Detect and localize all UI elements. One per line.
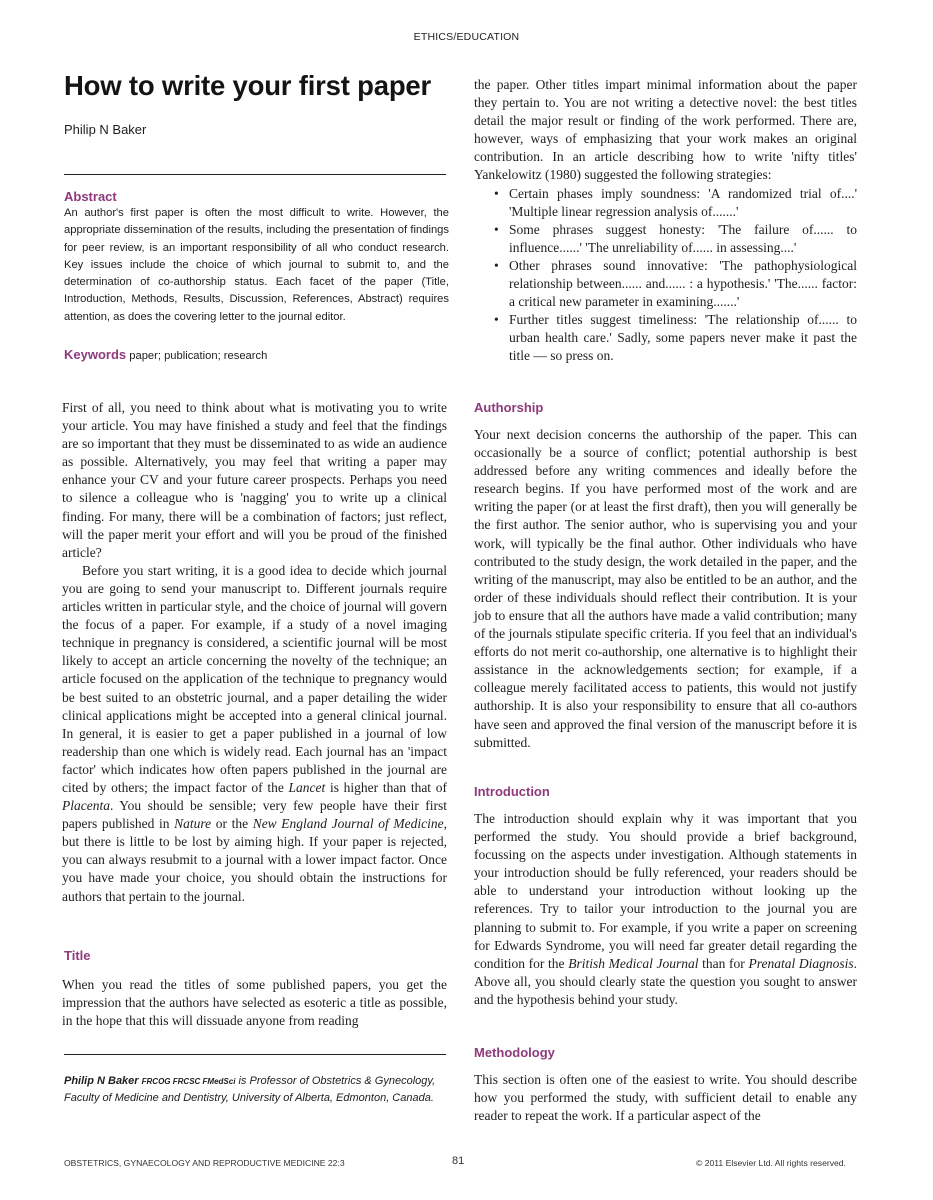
- paragraph: Before you start writing, it is a good idea to decide which journal you are going to send your manuscript to. Different journals require articles written in particular style, and the choice of journal will govern the focus of a paper. For example, if a study of a novel imaging technique in pregnancy is considered, a scientific journal will be most likely to accept an article concerning the novelty of the technique; an article focused on the application of the technique to pregnancy would be best suited to an obstetric journal, and a paper detailing the wider clinical applications might be accepted into a general clinical journal. In general, it is easier to get a paper published in a journal of low readership than one which is widely read. Each journal has an 'impact factor' which indicates how often papers published in the journal are cited by others; the impact factor of the Lancet is higher than that of Placenta. You should be sensible; very few people have their first papers published in Nature or the New England Journal of Medicine, but there is little to be lost by aiming high. If your paper is rejected, you can always resubmit to a journal with a lower impact factor. Once you have made your choice, you should obtain the instructions for authors that pertain to the journal.: [62, 562, 448, 904]
- keywords-label: Keywords: [64, 347, 127, 362]
- list-item: • Other phrases sound innovative: 'The pathophysiological relationship between...... and...... : a hypothesis.' 'The...... factor: a critical new parameter in examining.......': [494, 257, 857, 310]
- footer-copyright: © 2011 Elsevier Ltd. All rights reserved.: [696, 1158, 846, 1168]
- list-item: • Further titles suggest timeliness: 'The relationship of...... to urban health care.' Sadly, some papers never make it past the title — so press on.: [494, 312, 857, 364]
- section-heading-methodology: Methodology: [474, 1045, 555, 1060]
- bullet-icon: •: [494, 312, 499, 328]
- bullet-icon: •: [494, 257, 499, 273]
- methodology-body: This section is often one of the easiest to write. You should describe how you performed the study, with sufficient detail to enable any reader to repeat the work. If a particular aspect of the: [474, 1072, 857, 1124]
- section-heading-title: Title: [64, 948, 91, 963]
- author-name: Philip N Baker: [64, 122, 147, 137]
- paper-title: How to write your first paper: [64, 70, 432, 101]
- bullet-icon: •: [494, 221, 499, 237]
- keywords-text: paper; publication; research: [129, 350, 268, 362]
- abstract-heading: Abstract: [64, 189, 117, 204]
- footer-journal: OBSTETRICS, GYNAECOLOGY AND REPRODUCTIVE MEDICINE 22:3: [64, 1158, 345, 1168]
- authorship-body: Your next decision concerns the authorship of the paper. This can occasionally be a source of conflict; potential authorship is best addressed before any writing commences and ideally before the research begins. If you have performed most of the work and are writing the paper (or at least the first draft), then you will generally be the first author. The senior author, who is supervising you and your work, will typically be the final author. Other individuals who have contributed to the study design, the work detailed in the paper, and the writing of the manuscript, may also be entitled to be an author, and the order of these individuals should reflect their contribution. It is your job to ensure that all the authors have made a valid contribution; many of the journals stipulate specific criteria. If you feel that an individual's efforts do not merit co-authorship, one alternative is to highlight their assistance in the acknowledgements section; for example, if a colleague merely facilitated access to patients, this would not justify authorship. It is also your responsibility to ensure that all co-authors have seen and approved the final version of the manuscript before it is submitted.: [474, 427, 857, 750]
- title-section-continued: [474, 76, 857, 366]
- section-heading-authorship: Authorship: [474, 400, 544, 415]
- keywords: [64, 347, 267, 362]
- page-number: 81: [452, 1155, 465, 1167]
- list-item: • Certain phases imply soundness: 'A randomized trial of....' 'Multiple linear regression analysis of.......': [494, 185, 857, 219]
- paragraph: First of all, you need to think about what is motivating you to write your article. You may have finished a study and feel that the findings are so important that they must be disseminated to as wide an audience as possible. Alternatively, you may feel that writing a paper may enhance your CV and your future career prospects. Perhaps you need to silence a colleague who is 'nagging' you to write up a clinical finding. For many, there will be a combination of factors; just reflect, will the paper merit your effort and will you be proud of the finished article?: [62, 400, 447, 560]
- paragraph: the paper. Other titles impart minimal information about the paper they pertain to. You are not writing a detective novel: the best titles detail the major result or finding of the work performed. There are, however, ways of emphasizing that your work makes an original contribution. In an article describing how to write 'nifty titles' Yankelowitz (1980) suggested the following strategies:: [474, 77, 857, 183]
- abstract-text: An author's first paper is often the most difficult to write. However, the appropriate dissemination of the results, including the presentation of findings for peer review, is an important responsibility of all who conduct research. Key issues include the choice of which journal to submit to, and the determination of co-authorship status. Each facet of the paper (Title, Introduction, Methods, Results, Discussion, References, Abstract) requires attention, as does the covering letter to the journal editor.: [64, 207, 449, 323]
- section-heading-introduction: Introduction: [474, 784, 550, 799]
- title-strategies-list: [474, 185, 857, 366]
- title-section-body: When you read the titles of some published papers, you get the impression that the authors have selected as esoteric a title as possible, in the hope that this will dissuade anyone from reading: [62, 977, 447, 1029]
- divider: [64, 1054, 446, 1055]
- divider: [64, 174, 446, 175]
- list-item: • Some phrases suggest honesty: 'The failure of...... to influence......' 'The unreliability of...... in assessing....': [494, 221, 857, 255]
- introduction-body: The introduction should explain why it was important that you performed the study. You should provide a brief background, focussing on the aspects under investigation. Although statements in your introduction should be fully referenced, your readers should be able to understand your introduction without looking up the references. Try to tailor your introduction to the journal you are planning to submit to. For example, if you write a paper on screening for Edwards Syndrome, you will need far greater detail regarding the condition for the British Medical Journal than for Prenatal Diagnosis. Above all, you should clearly state the question you sought to answer and the hypothesis behind your study.: [474, 811, 857, 1007]
- section-header: ETHICS/EDUCATION: [413, 31, 520, 43]
- author-footnote: Philip N Baker FRCOG FRCSC FMedSci is Professor of Obstetrics & Gynecology, Faculty of Medicine and Dentistry, University of Alberta, Edmonton, Canada.: [64, 1075, 436, 1104]
- bullet-icon: •: [494, 185, 499, 201]
- intro-body-left: [62, 399, 447, 906]
